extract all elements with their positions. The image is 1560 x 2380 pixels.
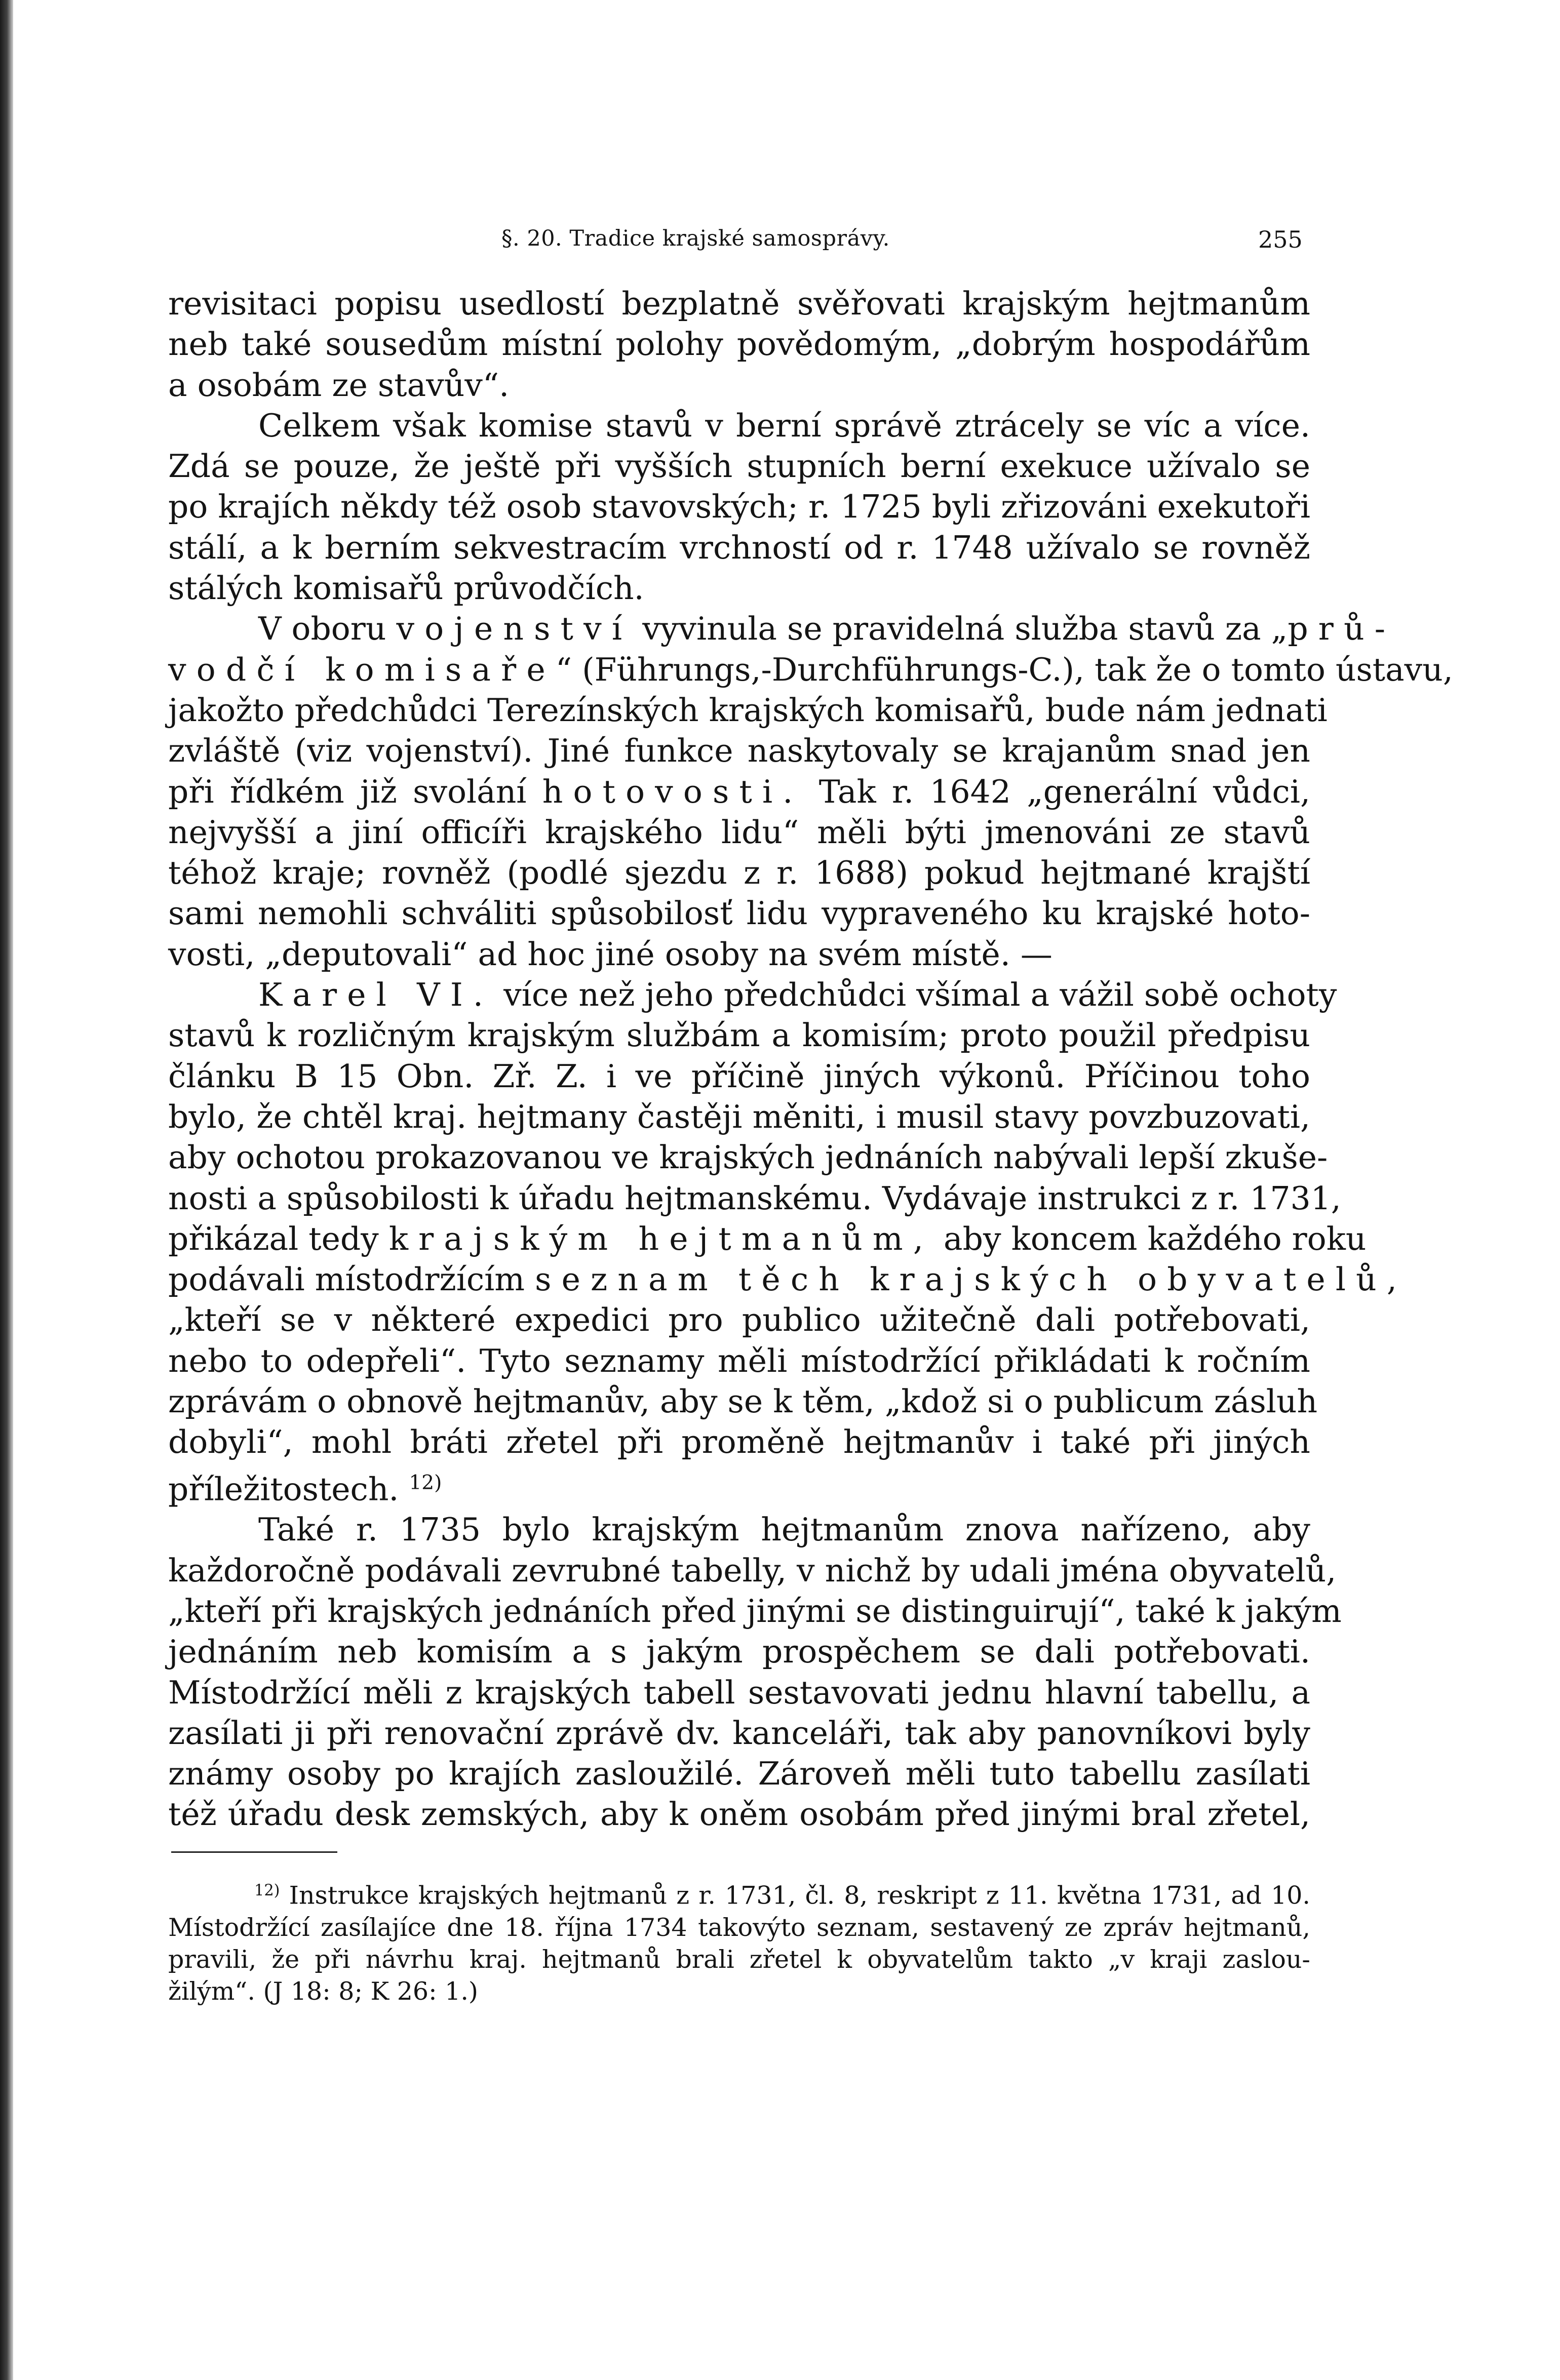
text-line: „kteří se v některé expedici pro publico užitečně dali potřebovati, <box>168 1301 1310 1339</box>
footnotes <box>168 1875 1310 2007</box>
text-line: jakožto předchůdci Terezínských krajských komisařů, bude nám jednati <box>168 691 1328 729</box>
spaced-term: hotovosti. <box>542 773 803 810</box>
text-line: neb také sousedům místní polohy povědomým, „dobrým hospodářům <box>168 326 1310 363</box>
text-line: Také r. 1735 bylo krajským hejtmanům znova nařízeno, aby <box>258 1511 1310 1549</box>
text-line: každoročně podávali zevrubné tabelly, v nichž by udali jména obyvatelů, <box>168 1552 1337 1589</box>
footnote-line <box>168 1875 1310 1912</box>
text-line <box>168 650 1453 690</box>
text-run: aby koncem každého roku <box>933 1220 1367 1257</box>
text-line: Celkem však komise stavů v berní správě ztrácely se víc a více. <box>258 407 1310 444</box>
spaced-term: Karel VI. <box>258 976 494 1014</box>
text-line <box>168 975 1337 1015</box>
footnote-line: žilým“. (J 18: 8; K 26: 1.) <box>168 1976 479 2006</box>
spaced-term: vodčí komisaře <box>168 651 556 688</box>
text-line: stavů k rozličným krajským službám a komisím; proto použil předpisu <box>168 1017 1310 1054</box>
text-run: podávali místodržícím <box>168 1261 535 1298</box>
text-line <box>168 609 1396 649</box>
text-line: téhož kraje; rovněž (podlé sjezdu z r. 1688) pokud hejtmané krajští <box>168 854 1310 892</box>
footnote-reference[interactable]: 12) <box>409 1471 442 1494</box>
spaced-term: krajským hejtmanům, <box>388 1220 934 1257</box>
text-line: zasílati ji při renovační zprávě dv. kanceláři, tak aby panovníkovi byly <box>168 1714 1310 1752</box>
text-line <box>168 772 1310 812</box>
footnote-separator <box>171 1851 337 1853</box>
text-line: a osobám ze stavův“. <box>168 366 510 404</box>
text-line: nejvyšší a jiní officíři krajského lidu“ měli býti jmenováni ze stavů <box>168 813 1310 851</box>
text-line: nebo to odepřeli“. Tyto seznamy měli místodržící přikládati k ročním <box>168 1342 1310 1379</box>
text-line: zprávám o obnově hejtmanův, aby se k těm, „kdož si o publicum zásluh <box>168 1383 1318 1420</box>
text-line: dobyli“, mohl bráti zřetel při proměně hejtmanův i také při jiných <box>168 1423 1310 1461</box>
text-line: též úřadu desk zemských, aby k oněm osobám před jinými bral zřetel, <box>168 1796 1310 1833</box>
text-line: Zdá se pouze, že ještě při vyšších stupních berní exekuce užívalo se <box>168 448 1310 485</box>
text-line: stálí, a k berním sekvestracím vrchností od r. 1748 užívalo se rovněž <box>168 529 1310 566</box>
running-title: §. 20. Tradice krajské samosprávy. <box>501 226 890 251</box>
page-left-edge-shadow <box>0 0 13 2380</box>
text-line: „kteří při krajských jednáních před jinými se distinguirují“, také k jakým <box>168 1592 1342 1630</box>
text-line: stálých komisařů průvodčích. <box>168 570 644 607</box>
text-line: aby ochotou prokazovanou ve krajských jednáních nabývali lepší zkuše- <box>168 1139 1328 1176</box>
text-line: známy osoby po krajích zasloužilé. Zároveň měli tuto tabellu zasílati <box>168 1755 1310 1793</box>
text-run: Instrukce krajských hejtmanů z r. 1731, čl. 8, reskript z 11. května 1731, ad 10. <box>280 1881 1310 1910</box>
text-run: při řídkém již svolání <box>168 773 542 810</box>
text-line: zvláště (viz vojenství). Jiné funkce naskytovaly se krajanům snad jen <box>168 732 1310 770</box>
spaced-term: vojenství <box>396 610 633 648</box>
text-run: Tak r. 1642 „generální vůdci, <box>803 773 1311 810</box>
text-line <box>168 1219 1367 1259</box>
footnote-line: Místodržící zasílajíce dne 18. října 1734 takovýto seznam, sestavený ze zpráv hejtmanů, <box>168 1913 1310 1942</box>
text-run: “ (Führungs,-Durchführungs-C.), tak že o tomto ústavu, <box>555 651 1453 688</box>
text-run: více než jeho předchůdci všímal a vážil sobě ochoty <box>493 976 1337 1014</box>
text-line: bylo, že chtěl kraj. hejtmany častěji měniti, i musil stavy povzbuzovati, <box>168 1098 1310 1135</box>
text-line: po krajích někdy též osob stavovských; r. 1725 byli zřizováni exekutoři <box>168 488 1310 526</box>
text-line: Místodržící měli z krajských tabell sestavovati jednu hlavní tabellu, a <box>168 1674 1310 1711</box>
spaced-term: prů- <box>1288 610 1396 648</box>
page-number: 255 <box>1258 226 1303 253</box>
text-line: revisitaci popisu usedlostí bezplatně svěřovati krajským hejtmanům <box>168 285 1310 322</box>
text-run: V oboru <box>258 610 397 648</box>
text-line: jednáním neb komisím a s jakým prospěchem se dali potřebovati. <box>168 1633 1310 1671</box>
text-line: vosti, „deputovali“ ad hoc jiné osoby na svém místě. — <box>168 935 1052 973</box>
text-line: nosti a spůsobilosti k úřadu hejtmanskému. Vydávaje instrukci z r. 1731, <box>168 1179 1341 1217</box>
text-run: příležitostech. <box>168 1471 399 1508</box>
spaced-term: seznam těch krajských obyvatelů, <box>535 1261 1408 1298</box>
footnote-mark: 12) <box>254 1882 280 1899</box>
text-line: sami nemohli schváliti spůsobilosť lidu vypraveného ku krajské hoto- <box>168 895 1310 932</box>
text-run: vyvinula se pravidelná služba stavů za „ <box>632 610 1288 648</box>
text-line <box>168 1259 1408 1300</box>
footnote-line: pravili, že při návrhu kraj. hejtmanů brali zřetel k obyvatelům takto „v kraji zaslou- <box>168 1945 1310 1974</box>
main-text <box>168 284 1453 1835</box>
text-run: přikázal tedy <box>168 1220 389 1257</box>
text-line <box>168 1463 1310 1510</box>
text-line: článku B 15 Obn. Zř. Z. i ve příčině jiných výkonů. Příčinou toho <box>168 1057 1310 1095</box>
